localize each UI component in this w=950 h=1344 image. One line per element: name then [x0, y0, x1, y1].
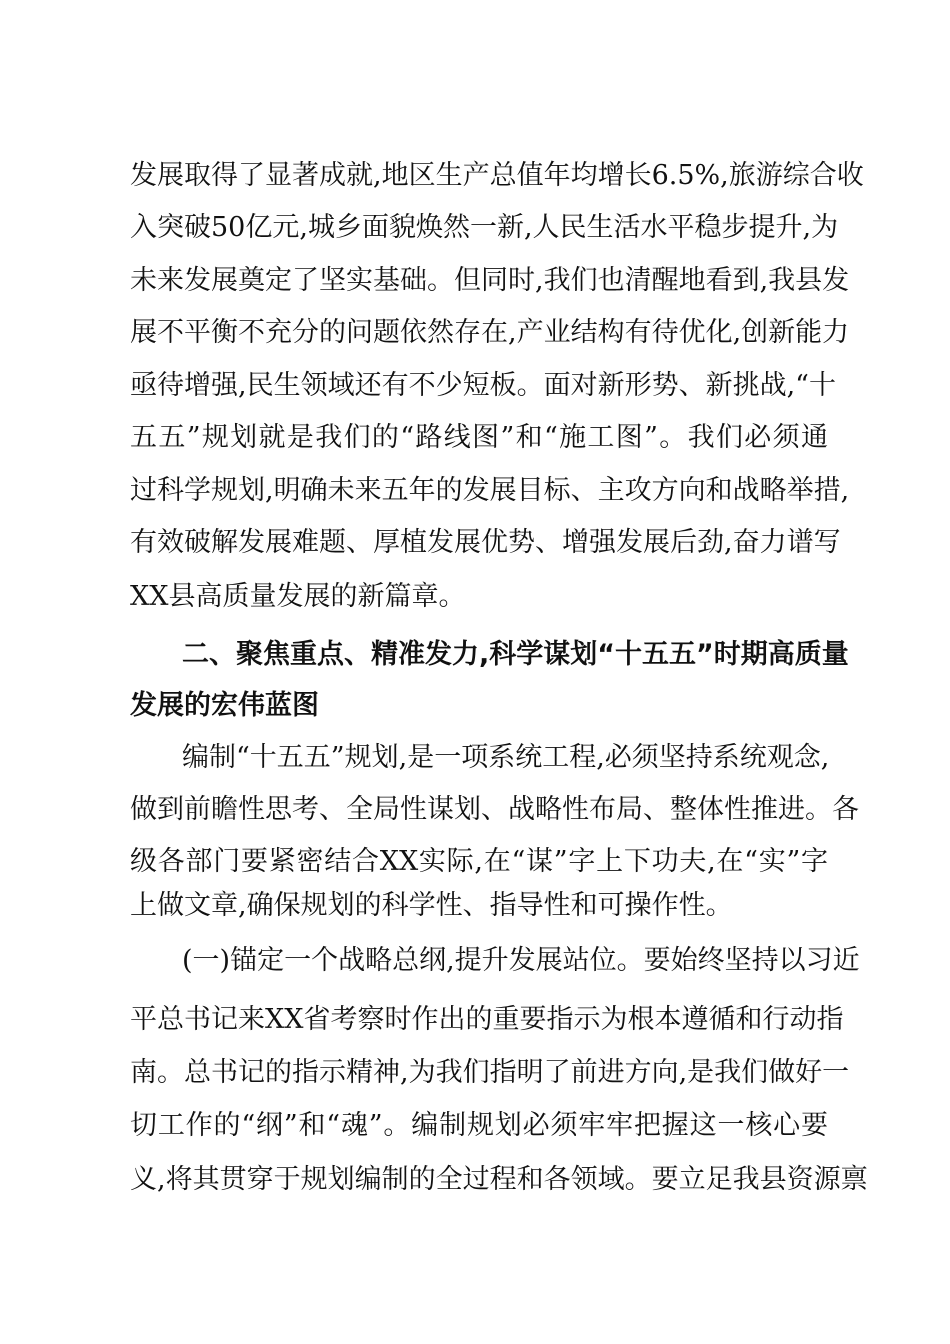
text-line: 过科学规划,明确未来五年的发展目标、主攻方向和战略举措, [130, 475, 850, 506]
text-line: 做到前瞻性思考、全局性谋划、战略性布局、整体性推进。各 [130, 794, 859, 825]
text-line: 切工作的“纲”和“魂”。编制规划必须牢牢把握这一核心要 [130, 1110, 828, 1141]
text-line: 入突破50亿元,城乡面貌焕然一新,人民生活水平稳步提升,为 [130, 212, 839, 243]
text-line: 未来发展奠定了坚实基础。但同时,我们也清醒地看到,我县发 [130, 265, 850, 296]
text-line: (一)锚定一个战略总纲,提升发展站位。要始终坚持以习近 [182, 945, 860, 976]
text-line: 展不平衡不充分的问题依然存在,产业结构有待优化,创新能力 [130, 317, 850, 348]
text-line: 编制“十五五”规划,是一项系统工程,必须坚持系统观念, [182, 742, 830, 773]
text-line: 级各部门要紧密结合XX实际,在“谋”字上下功夫,在“实”字 [130, 846, 828, 877]
text-line: 义,将其贯穿于规划编制的全过程和各领域。要立足我县资源禀 [130, 1164, 868, 1195]
text-line: 平总书记来XX省考察时作出的重要指示为根本遵循和行动指 [130, 1004, 844, 1035]
text-line: 亟待增强,民生领域还有不少短板。面对新形势、新挑战,“十 [130, 370, 836, 401]
text-line: 上做文章,确保规划的科学性、指导性和可操作性。 [130, 890, 733, 921]
heading-line: 发展的宏伟蓝图 [130, 690, 319, 721]
text-line: 发展取得了显著成就,地区生产总值年均增长6.5%,旅游综合收 [130, 160, 864, 191]
text-line: XX县高质量发展的新篇章。 [130, 581, 466, 612]
text-line: 南。总书记的指示精神,为我们指明了前进方向,是我们做好一 [130, 1057, 850, 1088]
text-line: 五五”规划就是我们的“路线图”和“施工图”。我们必须通 [130, 422, 828, 453]
text-line: 有效破解发展难题、厚植发展优势、增强发展后劲,奋力谱写 [130, 527, 841, 558]
heading-line: 二、聚焦重点、精准发力,科学谋划“十五五”时期高质量 [182, 639, 849, 670]
